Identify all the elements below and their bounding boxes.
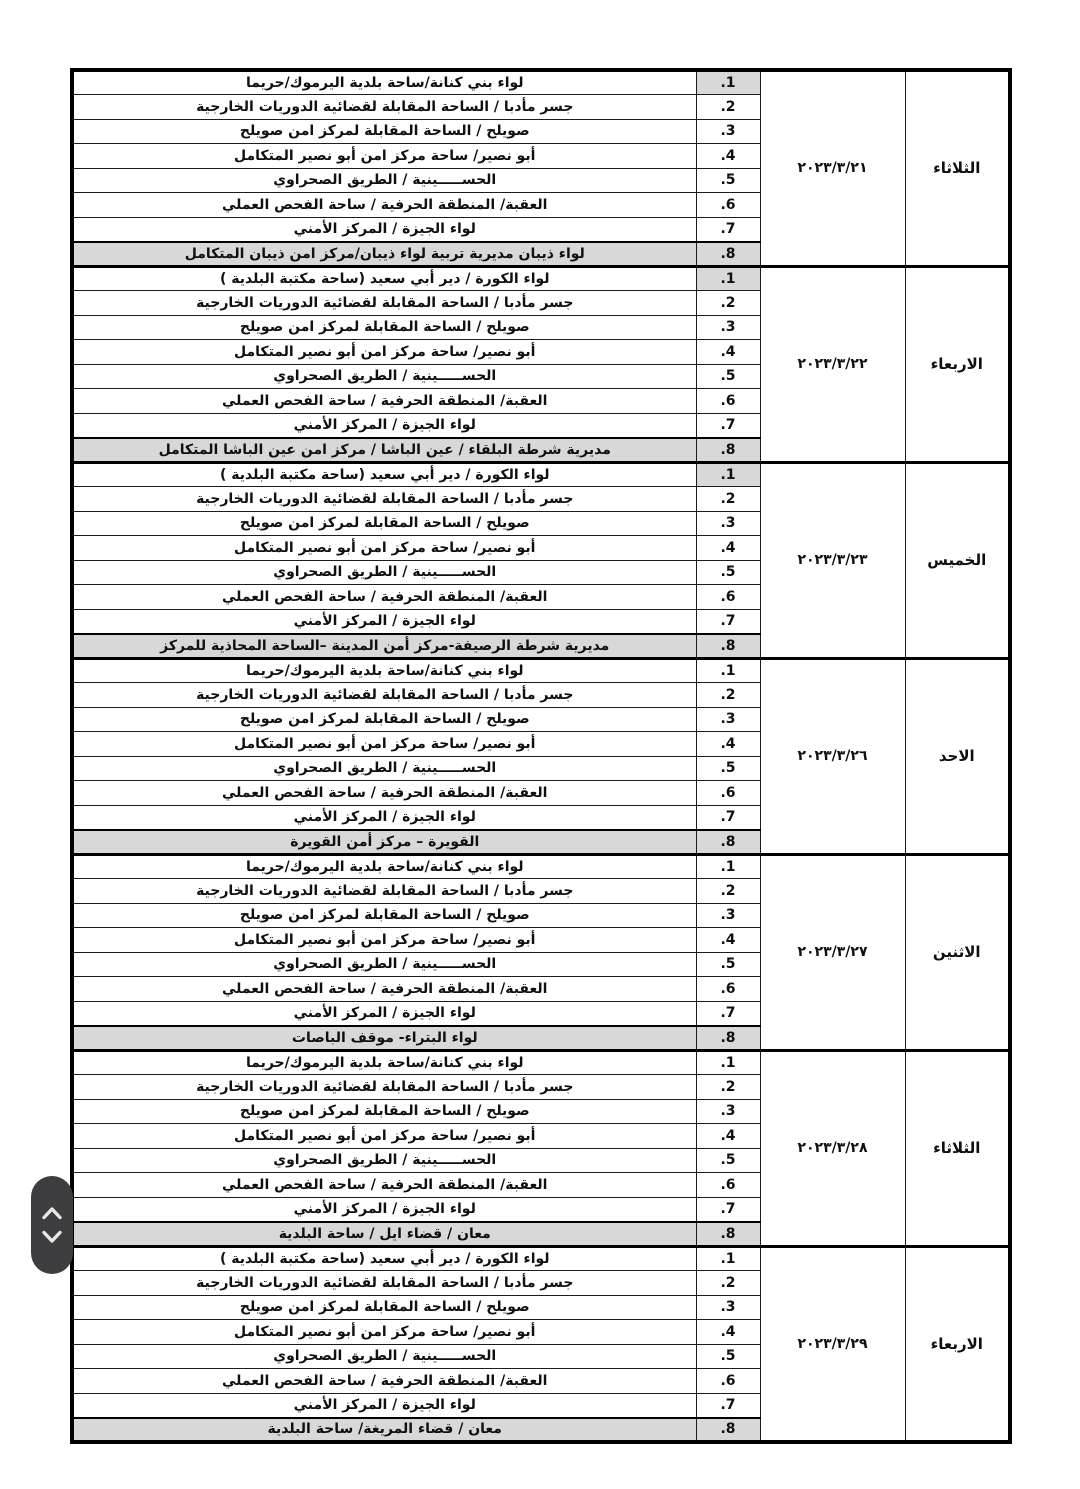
location-cell: صويلح / الساحة المقابلة لمركز امن صويلح	[72, 903, 696, 928]
location-cell: جسر مأدبا / الساحة المقابلة لقضائية الدوريات الخارجية	[72, 683, 696, 708]
location-cell: لواء الجيزة / المركز الأمني	[72, 1001, 696, 1026]
location-cell: صويلح / الساحة المقابلة لمركز امن صويلح	[72, 511, 696, 536]
row-number-cell: .5	[696, 1148, 760, 1173]
row-number-cell: .8	[696, 438, 760, 463]
day-cell: الثلاثاء	[905, 1050, 1010, 1246]
location-cell: صويلح / الساحة المقابلة لمركز امن صويلح	[72, 315, 696, 340]
row-number-cell: .5	[696, 952, 760, 977]
location-cell: لواء الجيزة / المركز الأمني	[72, 1393, 696, 1418]
location-cell: الحســـــينية / الطريق الصحراوي	[72, 952, 696, 977]
day-cell: الاربعاء	[905, 266, 1010, 462]
row-number-cell: .5	[696, 1344, 760, 1369]
row-number-cell: .2	[696, 1075, 760, 1100]
location-cell: أبو نصير/ ساحة مركز امن أبو نصير المتكامل	[72, 1320, 696, 1345]
day-cell: الخميس	[905, 462, 1010, 658]
row-number-cell: .1	[696, 854, 760, 879]
schedule-row	[72, 1246, 1010, 1271]
row-number-cell: .5	[696, 168, 760, 193]
location-cell: مديرية شرطة الرصيفة-مركز أمن المدينة –الساحة المحاذية للمركز	[72, 634, 696, 659]
location-cell: لواء الكورة / دير أبي سعيد (ساحة مكتبة البلدية )	[72, 1246, 696, 1271]
location-cell: الحســـــينية / الطريق الصحراوي	[72, 756, 696, 781]
schedule-row	[72, 658, 1010, 683]
chevron-down-icon	[41, 1230, 63, 1244]
location-cell: صويلح / الساحة المقابلة لمركز امن صويلح	[72, 707, 696, 732]
scroll-up-button[interactable]	[36, 1203, 68, 1223]
location-cell: لواء الجيزة / المركز الأمني	[72, 413, 696, 438]
chevron-up-icon	[41, 1206, 63, 1220]
location-cell: لواء بني كنانة/ساحة بلدية اليرموك/حريما	[72, 1050, 696, 1075]
row-number-cell: .3	[696, 119, 760, 144]
row-number-cell: .3	[696, 1295, 760, 1320]
row-number-cell: .4	[696, 928, 760, 953]
location-cell: جسر مأدبا / الساحة المقابلة لقضائية الدوريات الخارجية	[72, 879, 696, 904]
row-number-cell: .1	[696, 1246, 760, 1271]
row-number-cell: .8	[696, 242, 760, 267]
location-cell: لواء الجيزة / المركز الأمني	[72, 1197, 696, 1222]
row-number-cell: .6	[696, 1173, 760, 1198]
location-cell: العقبة/ المنطقة الحرفية / ساحة الفحص العملي	[72, 389, 696, 414]
row-number-cell: .5	[696, 560, 760, 585]
location-cell: الحســـــينية / الطريق الصحراوي	[72, 560, 696, 585]
row-number-cell: .3	[696, 707, 760, 732]
location-cell: أبو نصير/ ساحة مركز امن أبو نصير المتكامل	[72, 1124, 696, 1149]
row-number-cell: .4	[696, 340, 760, 365]
day-cell: الاربعاء	[905, 1246, 1010, 1442]
row-number-cell: .3	[696, 903, 760, 928]
row-number-cell: .7	[696, 1393, 760, 1418]
day-cell: الثلاثاء	[905, 70, 1010, 266]
location-cell: لواء الكورة / دير أبي سعيد (ساحة مكتبة البلدية )	[72, 266, 696, 291]
date-cell: ٢٠٢٣/٣/٢٣	[760, 462, 905, 658]
row-number-cell: .5	[696, 364, 760, 389]
row-number-cell: .7	[696, 1001, 760, 1026]
row-number-cell: .6	[696, 1369, 760, 1394]
location-cell: العقبة/ المنطقة الحرفية / ساحة الفحص العملي	[72, 781, 696, 806]
location-cell: القويرة – مركز أمن القويرة	[72, 830, 696, 855]
location-cell: الحســـــينية / الطريق الصحراوي	[72, 1344, 696, 1369]
location-cell: جسر مأدبا / الساحة المقابلة لقضائية الدوريات الخارجية	[72, 1271, 696, 1296]
location-cell: جسر مأدبا / الساحة المقابلة لقضائية الدوريات الخارجية	[72, 1075, 696, 1100]
schedule-row	[72, 854, 1010, 879]
row-number-cell: .2	[696, 95, 760, 120]
row-number-cell: .2	[696, 879, 760, 904]
row-number-cell: .7	[696, 217, 760, 242]
row-number-cell: .7	[696, 805, 760, 830]
row-number-cell: .3	[696, 511, 760, 536]
schedule-row	[72, 70, 1010, 95]
row-number-cell: .6	[696, 193, 760, 218]
location-cell: أبو نصير/ ساحة مركز امن أبو نصير المتكامل	[72, 928, 696, 953]
location-cell: معان / قضاء المريغة/ ساحة البلدية	[72, 1418, 696, 1443]
location-cell: لواء الجيزة / المركز الأمني	[72, 609, 696, 634]
row-number-cell: .1	[696, 658, 760, 683]
row-number-cell: .8	[696, 1026, 760, 1051]
location-cell: لواء ذيبان مديرية تربية لواء ذيبان/مركز امن ذيبان المتكامل	[72, 242, 696, 267]
date-cell: ٢٠٢٣/٣/٢٦	[760, 658, 905, 854]
location-cell: لواء الكورة / دير أبي سعيد (ساحة مكتبة البلدية )	[72, 462, 696, 487]
schedule-row	[72, 462, 1010, 487]
row-number-cell: .4	[696, 536, 760, 561]
location-cell: لواء البتراء- موقف الباصات	[72, 1026, 696, 1051]
row-number-cell: .8	[696, 1222, 760, 1247]
location-cell: العقبة/ المنطقة الحرفية / ساحة الفحص العملي	[72, 193, 696, 218]
row-number-cell: .4	[696, 144, 760, 169]
row-number-cell: .2	[696, 683, 760, 708]
row-number-cell: .1	[696, 1050, 760, 1075]
row-number-cell: .3	[696, 315, 760, 340]
row-number-cell: .6	[696, 977, 760, 1002]
location-cell: لواء الجيزة / المركز الأمني	[72, 217, 696, 242]
location-cell: أبو نصير/ ساحة مركز امن أبو نصير المتكامل	[72, 732, 696, 757]
schedule-row	[72, 266, 1010, 291]
row-number-cell: .4	[696, 1320, 760, 1345]
location-cell: صويلح / الساحة المقابلة لمركز امن صويلح	[72, 1099, 696, 1124]
location-cell: جسر مأدبا / الساحة المقابلة لقضائية الدوريات الخارجية	[72, 95, 696, 120]
location-cell: جسر مأدبا / الساحة المقابلة لقضائية الدوريات الخارجية	[72, 487, 696, 512]
location-cell: العقبة/ المنطقة الحرفية / ساحة الفحص العملي	[72, 1173, 696, 1198]
row-number-cell: .3	[696, 1099, 760, 1124]
location-cell: مديرية شرطة البلقاء / عين الباشا / مركز امن عين الباشا المتكامل	[72, 438, 696, 463]
row-number-cell: .4	[696, 732, 760, 757]
location-cell: معان / قضاء ايل / ساحة البلدية	[72, 1222, 696, 1247]
location-cell: صويلح / الساحة المقابلة لمركز امن صويلح	[72, 1295, 696, 1320]
row-number-cell: .8	[696, 830, 760, 855]
row-number-cell: .7	[696, 609, 760, 634]
date-cell: ٢٠٢٣/٣/٢٧	[760, 854, 905, 1050]
location-cell: العقبة/ المنطقة الحرفية / ساحة الفحص العملي	[72, 977, 696, 1002]
day-cell: الاثنين	[905, 854, 1010, 1050]
location-cell: الحســـــينية / الطريق الصحراوي	[72, 364, 696, 389]
row-number-cell: .8	[696, 1418, 760, 1443]
row-number-cell: .6	[696, 781, 760, 806]
scroll-down-button[interactable]	[36, 1227, 68, 1247]
schedule-row	[72, 1050, 1010, 1075]
location-cell: لواء بني كنانة/ساحة بلدية اليرموك/حريما	[72, 854, 696, 879]
location-cell: العقبة/ المنطقة الحرفية / ساحة الفحص العملي	[72, 1369, 696, 1394]
row-number-cell: .7	[696, 413, 760, 438]
row-number-cell: .5	[696, 756, 760, 781]
location-cell: أبو نصير/ ساحة مركز امن أبو نصير المتكامل	[72, 536, 696, 561]
row-number-cell: .2	[696, 487, 760, 512]
day-cell: الاحد	[905, 658, 1010, 854]
date-cell: ٢٠٢٣/٣/٢٩	[760, 1246, 905, 1442]
location-cell: لواء الجيزة / المركز الأمني	[72, 805, 696, 830]
row-number-cell: .1	[696, 70, 760, 95]
row-number-cell: .2	[696, 291, 760, 316]
location-cell: جسر مأدبا / الساحة المقابلة لقضائية الدوريات الخارجية	[72, 291, 696, 316]
schedule-table	[70, 68, 1012, 1444]
row-number-cell: .7	[696, 1197, 760, 1222]
date-cell: ٢٠٢٣/٣/٢١	[760, 70, 905, 266]
location-cell: الحســـــينية / الطريق الصحراوي	[72, 168, 696, 193]
date-cell: ٢٠٢٣/٣/٢٢	[760, 266, 905, 462]
location-cell: لواء بني كنانة/ساحة بلدية اليرموك/حريما	[72, 70, 696, 95]
location-cell: أبو نصير/ ساحة مركز امن أبو نصير المتكامل	[72, 144, 696, 169]
row-number-cell: .1	[696, 266, 760, 291]
row-number-cell: .6	[696, 389, 760, 414]
location-cell: الحســـــينية / الطريق الصحراوي	[72, 1148, 696, 1173]
location-cell: أبو نصير/ ساحة مركز امن أبو نصير المتكامل	[72, 340, 696, 365]
scroll-widget	[31, 1176, 73, 1274]
row-number-cell: .1	[696, 462, 760, 487]
row-number-cell: .6	[696, 585, 760, 610]
row-number-cell: .2	[696, 1271, 760, 1296]
location-cell: صويلح / الساحة المقابلة لمركز امن صويلح	[72, 119, 696, 144]
location-cell: العقبة/ المنطقة الحرفية / ساحة الفحص العملي	[72, 585, 696, 610]
row-number-cell: .4	[696, 1124, 760, 1149]
row-number-cell: .8	[696, 634, 760, 659]
schedule-table-body	[72, 70, 1010, 1442]
location-cell: لواء بني كنانة/ساحة بلدية اليرموك/حريما	[72, 658, 696, 683]
date-cell: ٢٠٢٣/٣/٢٨	[760, 1050, 905, 1246]
